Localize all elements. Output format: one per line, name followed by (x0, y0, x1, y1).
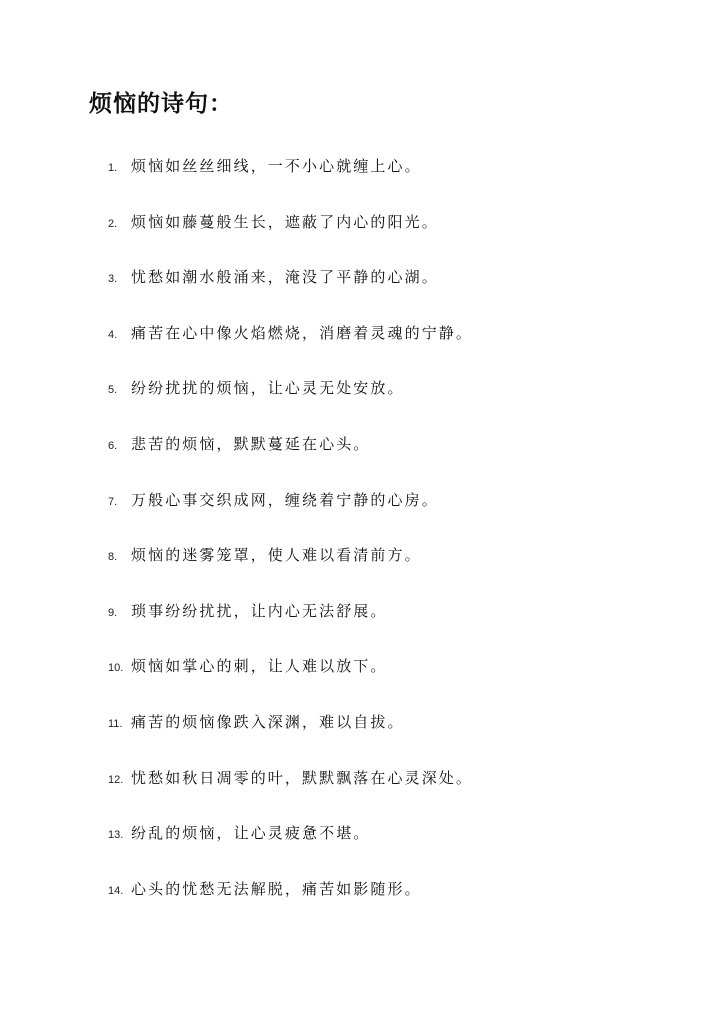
list-item (0, 428, 620, 484)
list-item-text: 万般心事交织成网，缠绕着宁静的心房。 (131, 490, 439, 509)
poem-list (0, 150, 620, 928)
list-item-text: 烦恼如藤蔓般生长，遮蔽了内心的阳光。 (131, 212, 439, 231)
list-item-text: 纷乱的烦恼，让心灵疲惫不堪。 (131, 824, 371, 843)
list-item (0, 484, 620, 540)
list-item-text: 痛苦的烦恼像跌入深渊，难以自拔。 (131, 712, 405, 731)
list-item-text: 烦恼如丝丝细线，一不小心就缠上心。 (131, 157, 422, 175)
list-item-number: 9. (108, 606, 118, 619)
list-item (0, 372, 620, 428)
list-item-text: 琐事纷纷扰扰，让内心无法舒展。 (131, 601, 388, 620)
list-item-text: 悲苦的烦恼，默默蔓延在心头。 (131, 434, 371, 453)
list-item (0, 873, 620, 929)
list-item (0, 706, 620, 762)
list-item-number: 11. (108, 717, 123, 730)
list-item-number: 3. (108, 273, 118, 286)
list-item (0, 595, 620, 651)
list-item-number: 10. (108, 662, 124, 675)
list-item (0, 539, 620, 595)
list-item-number: 5. (108, 384, 118, 397)
document-title: 烦恼的诗句： (89, 90, 233, 117)
list-item-text: 忧愁如秋日凋零的叶，默默飘落在心灵深处。 (131, 768, 474, 787)
list-item (0, 150, 620, 206)
list-item (0, 817, 620, 873)
list-item-text: 心头的忧愁无法解脱，痛苦如影随形。 (131, 879, 422, 898)
list-item (0, 261, 620, 317)
list-item-number: 1. (108, 162, 118, 174)
list-item-text: 忧愁如潮水般涌来，淹没了平静的心湖。 (131, 268, 439, 287)
list-item (0, 317, 620, 373)
list-item-text: 烦恼的迷雾笼罩，使人难以看清前方。 (131, 546, 422, 565)
list-item (0, 206, 620, 262)
list-item-text: 纷纷扰扰的烦恼，让心灵无处安放。 (131, 379, 405, 398)
list-item-number: 6. (108, 439, 118, 452)
list-item-text: 痛苦在心中像火焰燃烧，消磨着灵魂的宁静。 (131, 323, 474, 342)
list-item-number: 14. (108, 884, 124, 897)
list-item-number: 8. (108, 551, 118, 564)
list-item-number: 2. (108, 217, 118, 230)
list-item-number: 13. (108, 829, 124, 842)
list-item (0, 762, 620, 818)
list-item-number: 4. (108, 328, 118, 341)
list-item-number: 7. (108, 495, 118, 508)
list-item-text: 烦恼如掌心的刺，让人难以放下。 (131, 657, 388, 676)
list-item-number: 12. (108, 773, 124, 786)
list-item (0, 650, 620, 706)
